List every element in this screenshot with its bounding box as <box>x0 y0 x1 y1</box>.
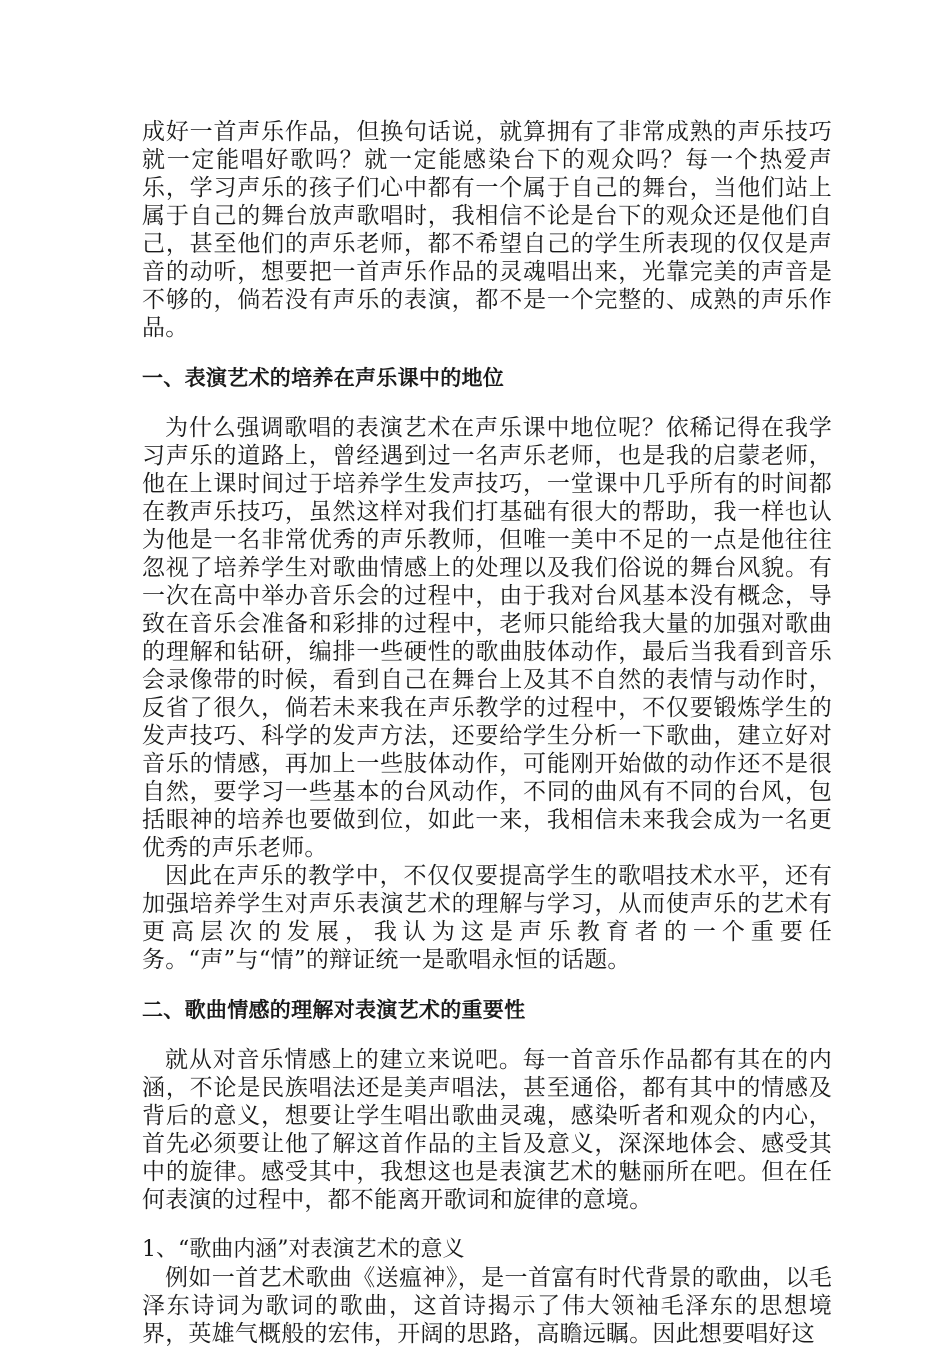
spacer <box>142 1214 832 1236</box>
section-1-heading: 一、表演艺术的培养在声乐课中的地位 <box>142 366 505 390</box>
intro-paragraph: 成好一首声乐作品，但换句话说，就算拥有了非常成熟的声乐技巧就一定能唱好歌吗？就一定能感染台下的观众吗？每一个热爱声乐，学习声乐的孩子们心中都有一个属于自己的舞台，当他们站上属于自己的舞台放声歌唱时，我相信不论是台下的观众还是他们自己，甚至他们的声乐老师，都不希望自己的学生所表现的仅仅是声音的动听，想要把一首声乐作品的灵魂唱出来，光靠完美的声音是不够的，倘若没有声乐的表演，都不是一个完整的、成熟的声乐作品。 <box>142 119 832 341</box>
spacer <box>142 974 832 996</box>
subsection-1-paragraph-1: 例如一首艺术歌曲《送瘟神》，是一首富有时代背景的歌曲，以毛泽东诗词为歌词的歌曲，这首诗揭示了伟大领袖毛泽东的思想境界，英雄气概般的宏伟，开阔的思路，高瞻远瞩。因此想要唱好这 <box>142 1265 832 1347</box>
subsection-1-heading: 1、“歌曲内涵”对表演艺术的意义 <box>142 1237 465 1262</box>
section-1-paragraph-2: 因此在声乐的教学中，不仅仅要提高学生的歌唱技术水平，还有加强培养学生对声乐表演艺术的理解与学习，从而使声乐的艺术有更高层次的发展，我认为这是声乐教育者的一个重要任务。“声”与“情”的辩证统一是歌唱永恒的话题。 <box>142 863 832 973</box>
spacer <box>142 1024 832 1046</box>
section-1-paragraph-1: 为什么强调歌唱的表演艺术在声乐课中地位呢？依稀记得在我学习声乐的道路上，曾经遇到过一名声乐老师，也是我的启蒙老师，他在上课时间过于培养学生发声技巧，一堂课中几乎所有的时间都在教声乐技巧，虽然这样对我们打基础有很大的帮助，我一样也认为他是一名非常优秀的声乐教师，但唯一美中不足的一点是他往往忽视了培养学生对歌曲情感上的处理以及我们俗说的舞台风貌。有一次在高中举办音乐会的过程中，由于我对台风基本没有概念，导致在音乐会准备和彩排的过程中，老师只能给我大量的加强对歌曲的理解和钻研，编排一些硬性的歌曲肢体动作，最后当我看到音乐会录像带的时候，看到自己在舞台上及其不自然的表情与动作时，反省了很久，倘若未来我在声乐教学的过程中，不仅要锻炼学生的发声技巧、科学的发声方法，还要给学生分析一下歌曲，建立好对音乐的情感，再加上一些肢体动作，可能刚开始做的动作还不是很自然，要学习一些基本的台风动作，不同的曲风有不同的台风，包括眼神的培养也要做到位，如此一来，我相信未来我会成为一名更优秀的声乐老师。 <box>142 415 832 861</box>
section-2-paragraph-1: 就从对音乐情感上的建立来说吧。每一首音乐作品都有其在的内涵，不论是民族唱法还是美声唱法，甚至通俗，都有其中的情感及背后的意义，想要让学生唱出歌曲灵魂，感染听者和观众的内心，首先必须要让他了解这首作品的主旨及意义，深深地体会、感受其中的旋律。感受其中，我想这也是表演艺术的魅丽所在吧。但在任何表演的过程中，都不能离开歌词和旋律的意境。 <box>142 1047 832 1213</box>
spacer <box>142 392 832 414</box>
document-page <box>142 118 832 1348</box>
section-2-heading: 二、歌曲情感的理解对表演艺术的重要性 <box>142 998 526 1022</box>
spacer <box>142 342 832 364</box>
